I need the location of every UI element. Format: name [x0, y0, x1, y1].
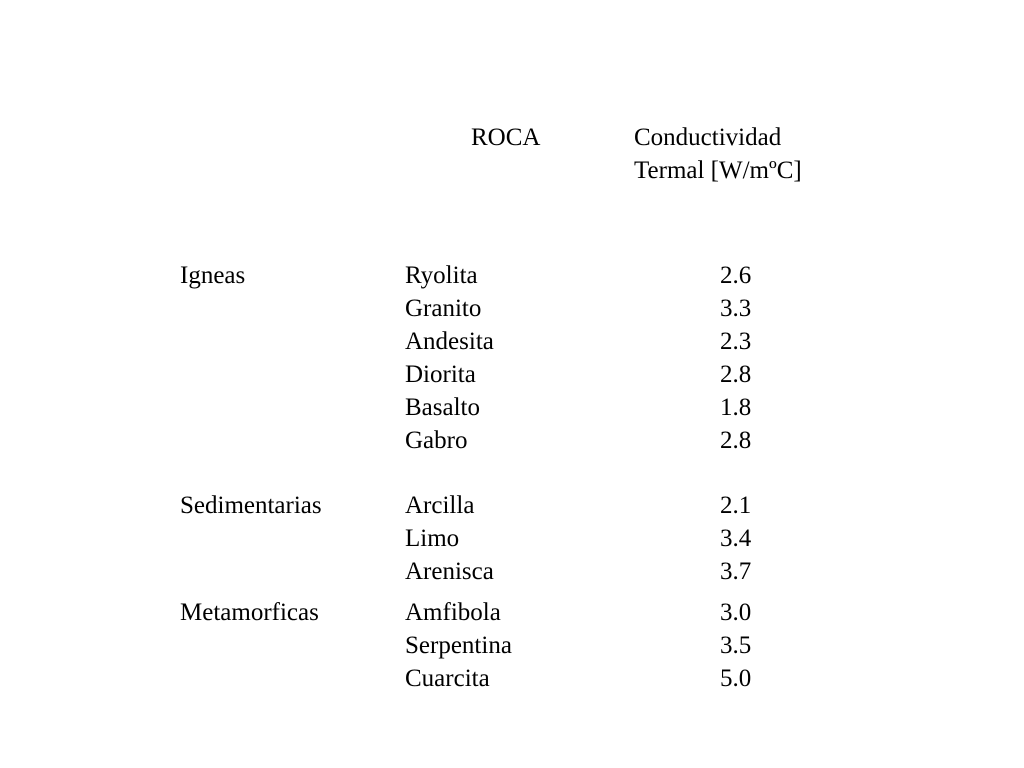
conductivity-value: 3.3: [720, 295, 752, 322]
header-conductivity-line2: Termal [W/mºC]: [634, 157, 802, 184]
conductivity-value: 2.3: [720, 328, 752, 355]
header-rock-label: ROCA: [471, 124, 541, 151]
conductivity-value: 2.8: [720, 427, 752, 454]
rock-name: Limo: [405, 525, 460, 552]
rock-name: Arcilla: [405, 492, 475, 519]
rock-name: Diorita: [405, 361, 476, 388]
conductivity-value: 1.8: [720, 394, 752, 421]
rock-name: Andesita: [405, 328, 494, 355]
conductivity-value: 2.1: [720, 492, 752, 519]
rock-name: Arenisca: [405, 558, 494, 585]
header-conductivity-line1: Conductividad: [634, 124, 782, 151]
category-igneas: Igneas: [180, 262, 246, 289]
rock-name: Ryolita: [405, 262, 478, 289]
conductivity-value: 3.4: [720, 525, 752, 552]
rock-name: Serpentina: [405, 632, 512, 659]
category-metamorficas: Metamorficas: [180, 599, 319, 626]
conductivity-value: 3.7: [720, 558, 752, 585]
rock-name: Amfibola: [405, 599, 501, 626]
rock-name: Granito: [405, 295, 482, 322]
conductivity-value: 2.6: [720, 262, 752, 289]
rock-name: Cuarcita: [405, 665, 490, 692]
rock-name: Gabro: [405, 427, 468, 454]
header-conductivity-label: [634, 121, 802, 187]
conductivity-value: 5.0: [720, 665, 752, 692]
conductivity-value: 2.8: [720, 361, 752, 388]
rock-name: Basalto: [405, 394, 480, 421]
category-sedimentarias: Sedimentarias: [180, 492, 322, 519]
conductivity-value: 3.0: [720, 599, 752, 626]
conductivity-value: 3.5: [720, 632, 752, 659]
